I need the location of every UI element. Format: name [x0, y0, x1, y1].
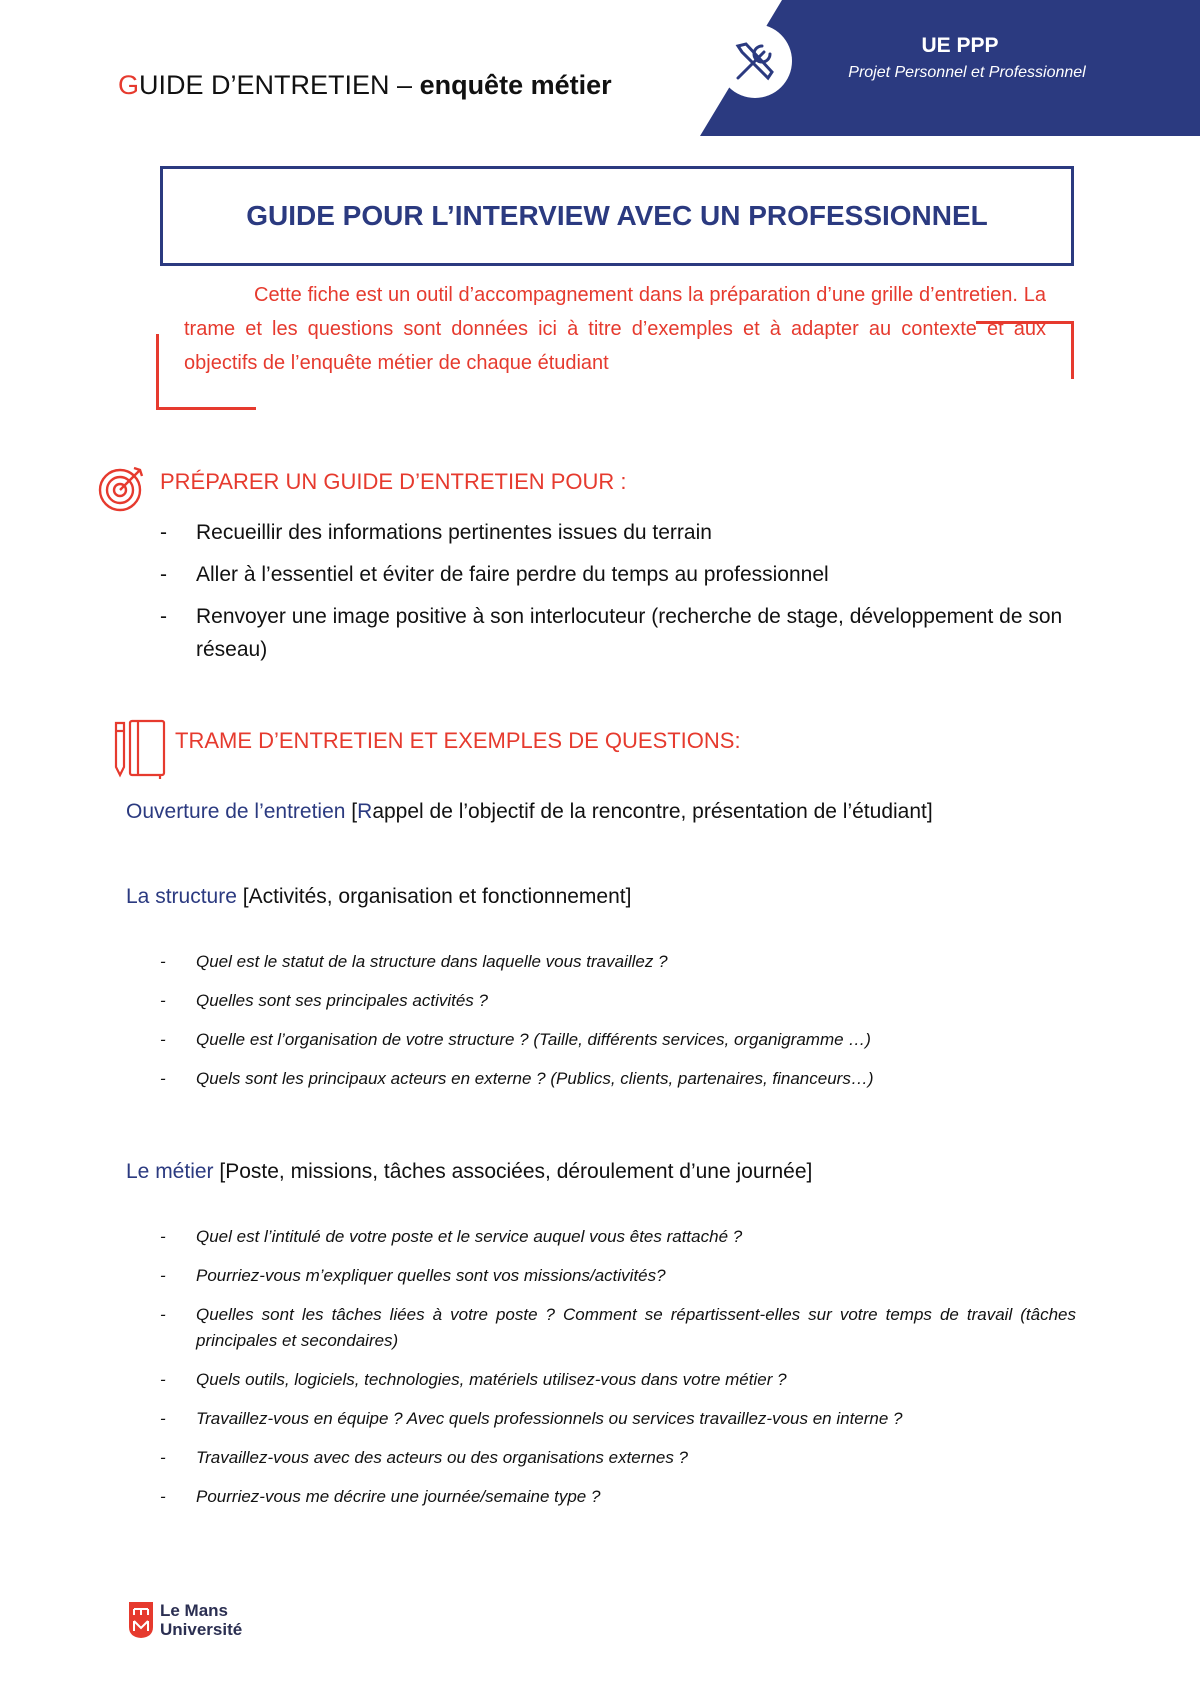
job-questions [160, 1224, 1076, 1523]
section-trame-heading: TRAME D’ENTRETIEN ET EXEMPLES DE QUESTIONS: [175, 728, 741, 753]
list-item: - Quelles sont les tâches liées à votre poste ? Comment se répartissent-elles sur votre temps de travail (tâches principales et secondaires) [160, 1302, 1076, 1354]
structure-label: La structure [126, 885, 243, 908]
list-item: - Pourriez-vous m’expliquer quelles sont vos missions/activités? [160, 1263, 1076, 1289]
structure-questions [160, 949, 1076, 1105]
le-mans-shield-icon [128, 1601, 154, 1639]
list-item: - Quels outils, logiciels, technologies, matériels utilisez-vous dans votre métier ? [160, 1367, 1076, 1393]
list-item: - Quelle est l’organisation de votre structure ? (Taille, différents services, organigramme …) [160, 1027, 1076, 1053]
list-item: - Quel est le statut de la structure dans laquelle vous travaillez ? [160, 949, 1076, 975]
structure-detail: [Activités, organisation et fonctionnement] [242, 885, 632, 908]
list-item: - Renvoyer une image positive à son interlocuteur (recherche de stage, développement de son réseau) [160, 600, 1080, 666]
logo-line-1: Le Mans [160, 1601, 229, 1620]
opening-bracket: [ [351, 800, 358, 823]
opening-initial: R [357, 800, 373, 823]
ue-subtitle: Projet Personnel et Professionnel [848, 64, 1086, 81]
list-item: - Aller à l’essentiel et éviter de faire perdre du temps au professionnel [160, 558, 1080, 591]
list-item: - Quelles sont ses principales activités ? [160, 988, 1076, 1014]
title-box [160, 166, 1074, 266]
university-logo-text [160, 1601, 242, 1639]
section-prepare-heading: PRÉPARER UN GUIDE D’ENTRETIEN POUR : [160, 469, 627, 494]
list-item: - Recueillir des informations pertinentes issues du terrain [160, 516, 1080, 549]
document-title [118, 70, 612, 101]
title-main: UIDE D’ENTRETIEN – [139, 70, 420, 100]
job-heading [126, 1160, 812, 1184]
logo-line-2: Université [160, 1620, 243, 1639]
notebook-icon [112, 719, 168, 779]
intro-bracket-bottom-left [156, 407, 256, 410]
opening-heading [126, 800, 933, 824]
list-item: - Travaillez-vous avec des acteurs ou des organisations externes ? [160, 1445, 1076, 1471]
opening-detail: appel de l’objectif de la rencontre, présentation de l’étudiant] [372, 800, 933, 823]
job-label: Le métier [126, 1160, 220, 1183]
intro-bracket-right-vertical [1071, 321, 1074, 379]
list-item: - Travaillez-vous en équipe ? Avec quels professionnels ou services travaillez-vous en interne ? [160, 1406, 1076, 1432]
list-item: - Quel est l’intitulé de votre poste et le service auquel vous êtes rattaché ? [160, 1224, 1076, 1250]
structure-heading [126, 885, 631, 909]
list-item: - Quels sont les principaux acteurs en externe ? (Publics, clients, partenaires, financeurs…) [160, 1066, 1076, 1092]
list-item: - Pourriez-vous me décrire une journée/semaine type ? [160, 1484, 1076, 1510]
title-sub: enquête métier [419, 70, 612, 100]
prepare-list [160, 516, 1080, 675]
interview-guide-title: GUIDE POUR L’INTERVIEW AVEC UN PROFESSIONNEL [246, 200, 988, 231]
opening-label: Ouverture de l’entretien [126, 800, 352, 823]
job-detail: [Poste, missions, tâches associées, déroulement d’une journée] [219, 1160, 813, 1183]
target-icon [96, 462, 148, 514]
intro-bracket-left-vertical [156, 334, 159, 410]
title-initial: G [118, 70, 140, 100]
intro-text: Cette fiche est un outil d’accompagnement dans la préparation d’une grille d’entretien. La trame et les questions sont données ici à titre d’exemples et à adapter au contexte et aux objectifs de l’enquête métier de chaque étudiant [184, 284, 1046, 374]
tools-icon [716, 22, 794, 100]
ue-title: UE PPP [921, 34, 999, 57]
